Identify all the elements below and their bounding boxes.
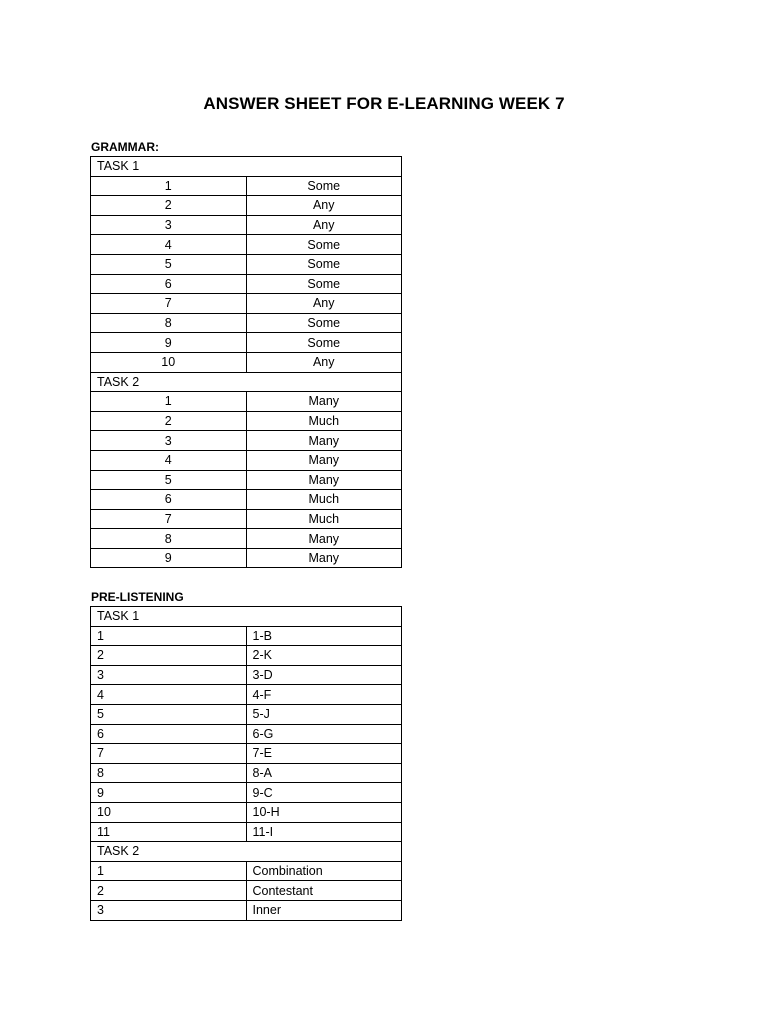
question-number: 7: [91, 744, 247, 764]
answer-cell: Some: [246, 176, 402, 196]
answer-cell: 10-H: [246, 802, 402, 822]
question-number: 4: [91, 685, 247, 705]
grammar-table-body: [91, 157, 402, 568]
table-row: [91, 274, 402, 294]
question-number: 2: [91, 646, 247, 666]
answer-cell: Some: [246, 313, 402, 333]
question-number: 9: [91, 548, 247, 568]
answer-cell: Some: [246, 333, 402, 353]
grammar-heading: GRAMMAR:: [91, 140, 159, 154]
table-row: [91, 704, 402, 724]
answer-cell: Many: [246, 392, 402, 412]
answer-cell: Any: [246, 352, 402, 372]
table-row: [91, 254, 402, 274]
task-label: TASK 2: [91, 372, 402, 392]
question-number: 3: [91, 900, 247, 920]
question-number: 6: [91, 724, 247, 744]
answer-cell: 6-G: [246, 724, 402, 744]
answer-cell: Any: [246, 294, 402, 314]
question-number: 9: [91, 333, 247, 353]
table-row: [91, 176, 402, 196]
answer-cell: 7-E: [246, 744, 402, 764]
table-row: [91, 333, 402, 353]
question-number: 3: [91, 431, 247, 451]
question-number: 3: [91, 215, 247, 235]
grammar-answer-table: [90, 156, 402, 568]
answer-cell: Many: [246, 470, 402, 490]
question-number: 8: [91, 763, 247, 783]
table-row: [91, 548, 402, 568]
table-row: [91, 900, 402, 920]
question-number: 5: [91, 254, 247, 274]
question-number: 6: [91, 274, 247, 294]
question-number: 1: [91, 176, 247, 196]
table-row: [91, 235, 402, 255]
table-row: [91, 529, 402, 549]
table-row: [91, 744, 402, 764]
question-number: 11: [91, 822, 247, 842]
page-title: ANSWER SHEET FOR E-LEARNING WEEK 7: [203, 94, 565, 113]
task-label: TASK 2: [91, 842, 402, 862]
task-label: TASK 1: [91, 607, 402, 627]
answer-cell: 3-D: [246, 665, 402, 685]
answer-cell: 9-C: [246, 783, 402, 803]
question-number: 8: [91, 313, 247, 333]
answer-cell: Any: [246, 196, 402, 216]
question-number: 8: [91, 529, 247, 549]
answer-cell: Some: [246, 235, 402, 255]
answer-cell: Many: [246, 450, 402, 470]
table-row: [91, 392, 402, 412]
answer-cell: Many: [246, 548, 402, 568]
question-number: 9: [91, 783, 247, 803]
table-row: [91, 763, 402, 783]
table-row: [91, 822, 402, 842]
answer-cell: 5-J: [246, 704, 402, 724]
question-number: 7: [91, 294, 247, 314]
answer-cell: 4-F: [246, 685, 402, 705]
table-row: [91, 724, 402, 744]
question-number: 1: [91, 392, 247, 412]
question-number: 2: [91, 411, 247, 431]
task-label: TASK 1: [91, 157, 402, 177]
answer-cell: Much: [246, 509, 402, 529]
question-number: 10: [91, 802, 247, 822]
table-row: [91, 665, 402, 685]
table-row: [91, 196, 402, 216]
question-number: 4: [91, 450, 247, 470]
answer-cell: Inner: [246, 900, 402, 920]
task-header-row: [91, 607, 402, 627]
table-row: [91, 450, 402, 470]
table-row: [91, 626, 402, 646]
table-row: [91, 313, 402, 333]
question-number: 7: [91, 509, 247, 529]
table-row: [91, 215, 402, 235]
pre-listening-answer-table: [90, 606, 402, 921]
table-row: [91, 470, 402, 490]
table-row: [91, 352, 402, 372]
table-row: [91, 685, 402, 705]
task-header-row: [91, 157, 402, 177]
answer-cell: 1-B: [246, 626, 402, 646]
answer-cell: Combination: [246, 861, 402, 881]
answer-cell: Much: [246, 490, 402, 510]
table-row: [91, 490, 402, 510]
table-row: [91, 411, 402, 431]
pre-listening-heading: PRE-LISTENING: [91, 590, 184, 604]
answer-cell: Many: [246, 529, 402, 549]
question-number: 10: [91, 352, 247, 372]
question-number: 1: [91, 861, 247, 881]
table-row: [91, 294, 402, 314]
answer-cell: Many: [246, 431, 402, 451]
answer-cell: Some: [246, 274, 402, 294]
table-row: [91, 431, 402, 451]
table-row: [91, 509, 402, 529]
question-number: 4: [91, 235, 247, 255]
pre-listening-table-body: [91, 607, 402, 921]
table-row: [91, 881, 402, 901]
answer-cell: Any: [246, 215, 402, 235]
answer-cell: Much: [246, 411, 402, 431]
question-number: 5: [91, 470, 247, 490]
table-row: [91, 861, 402, 881]
answer-cell: 11-I: [246, 822, 402, 842]
task-header-row: [91, 372, 402, 392]
table-row: [91, 646, 402, 666]
answer-cell: Some: [246, 254, 402, 274]
question-number: 1: [91, 626, 247, 646]
question-number: 3: [91, 665, 247, 685]
answer-cell: 2-K: [246, 646, 402, 666]
table-row: [91, 802, 402, 822]
question-number: 2: [91, 196, 247, 216]
table-row: [91, 783, 402, 803]
question-number: 2: [91, 881, 247, 901]
answer-cell: 8-A: [246, 763, 402, 783]
question-number: 6: [91, 490, 247, 510]
answer-cell: Contestant: [246, 881, 402, 901]
question-number: 5: [91, 704, 247, 724]
task-header-row: [91, 842, 402, 862]
